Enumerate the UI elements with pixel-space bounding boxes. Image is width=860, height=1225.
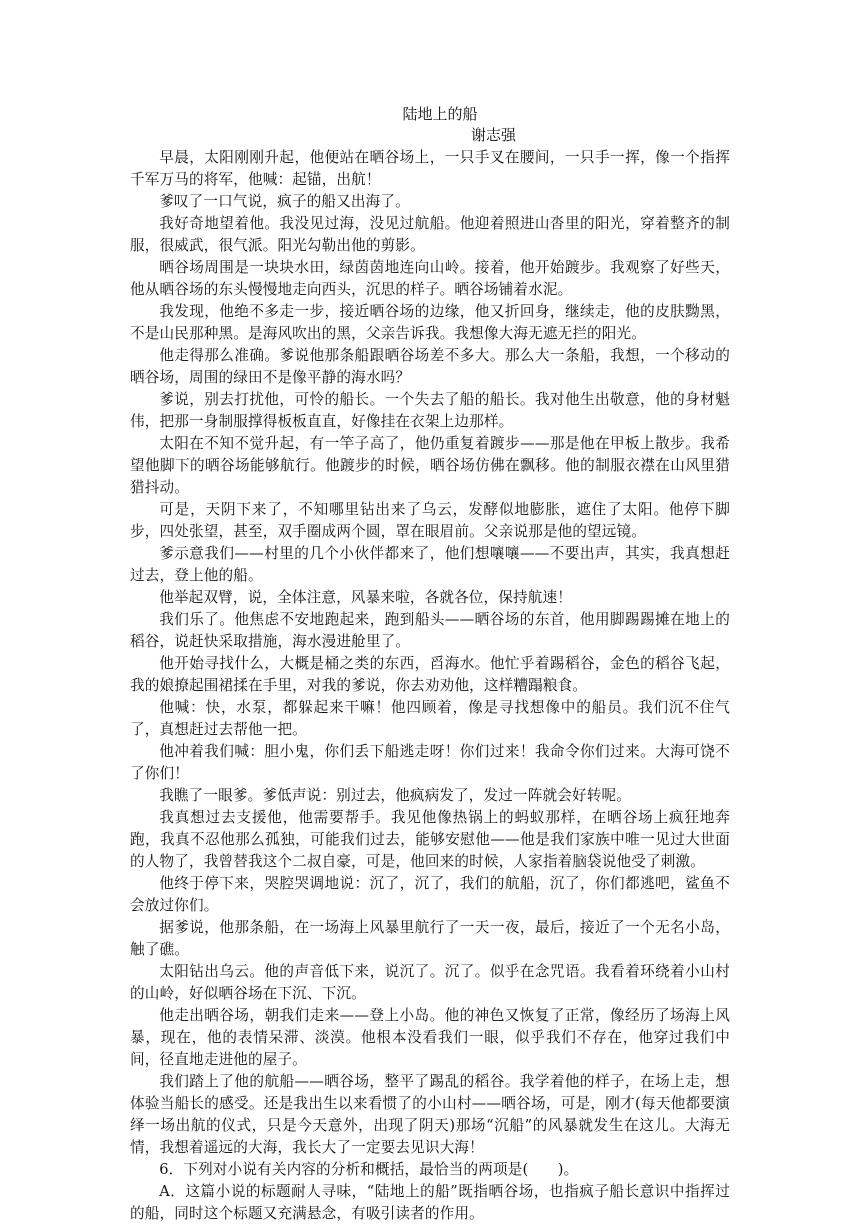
paragraph: 晒谷场周围是一块块水田，绿茵茵地连向山岭。接着，他开始踱步。我观察了好些天，他从晒谷场的东头慢慢地走向西头，沉思的样子。晒谷场铺着水泥。 xyxy=(130,259,730,298)
paragraph: 他冲着我们喊：胆小鬼，你们丢下船逃走呀！你们过来！我命令你们过来。大海可饶不了你们！ xyxy=(130,743,730,782)
paragraph: 我瞧了一眼爹。爹低声说：别过去，他疯病发了，发过一阵就会好转呢。 xyxy=(159,787,631,804)
question-stem: 6．下列对小说有关内容的分析和概括，最恰当的两项是( )。 xyxy=(159,1161,579,1178)
paragraph: 早晨，太阳刚刚升起，他便站在晒谷场上，一只手叉在腰间，一只手一挥，像一个指挥千军万马的将军，他喊：起锚，出航！ xyxy=(130,149,730,188)
story-body xyxy=(130,147,730,1225)
paragraph: 据爹说，他那条船，在一场海上风暴里航行了一天一夜，最后，接近了一个无名小岛，触了礁。 xyxy=(130,919,730,958)
paragraph: 我们乐了。他焦虑不安地跑起来，跑到船头——晒谷场的东首，他用脚踢踢摊在地上的稻谷，说赶快采取措施，海水漫进舱里了。 xyxy=(130,611,730,650)
paragraph: 太阳在不知不觉升起，有一竿子高了，他仍重复着踱步——那是他在甲板上散步。我希望他脚下的晒谷场能够航行。他踱步的时候，晒谷场仿佛在飘移。他的制服衣襟在山风里猎猎抖动。 xyxy=(130,435,730,496)
paragraph: 我们踏上了他的航船——晒谷场，整平了踢乱的稻谷。我学着他的样子，在场上走，想体验当船长的感受。还是我出生以来看惯了的小山村——晒谷场，可是，刚才(每天他都要演绎一场出航的仪式，只是今天意外，出现了阴天)那场“沉船”的风暴就发生在这儿。大海无情，我想着遥远的大海，我长大了一定要去见识大海！ xyxy=(130,1073,730,1156)
paragraph: 爹示意我们——村里的几个小伙伴都来了，他们想嚷嚷——不要出声，其实，我真想赶过去，登上他的船。 xyxy=(130,545,730,584)
document-page xyxy=(130,104,730,1225)
paragraph: 他走得那么准确。爹说他那条船跟晒谷场差不多大。那么大一条船，我想，一个移动的晒谷场，周围的绿田不是像平静的海水吗？ xyxy=(130,347,730,386)
paragraph: 太阳钻出乌云。他的声音低下来，说沉了。沉了。似乎在念咒语。我看着环绕着小山村的山岭，好似晒谷场在下沉、下沉。 xyxy=(130,963,730,1002)
paragraph: 他走出晒谷场，朝我们走来——登上小岛。他的神色又恢复了正常，像经历了场海上风暴，现在，他的表情呆滞、淡漠。他根本没看我们一眼，似乎我们不存在，他穿过我们中间，径直地走进他的屋子。 xyxy=(130,1007,730,1068)
answer-option-a: A．这篇小说的标题耐人寻味，“陆地上的船”既指晒谷场，也指疯子船长意识中指挥过的船，同时这个标题又充满悬念，有吸引读者的作用。 xyxy=(130,1183,730,1222)
paragraph: 我真想过去支援他，他需要帮手。我见他像热锅上的蚂蚁那样，在晒谷场上疯狂地奔跑，我真不忍他那么孤独，可能我们过去，能够安慰他——他是我们家族中唯一见过大世面的人物了，我曾替我这个二叔自豪，可是，他回来的时候，人家指着脑袋说他受了刺激。 xyxy=(130,809,730,870)
paragraph: 爹说，别去打扰他，可怜的船长。一个失去了船的船长。我对他生出敬意，他的身材魁伟，把那一身制服撑得板板直直，好像挂在衣架上边那样。 xyxy=(130,391,730,430)
paragraph: 我发现，他绝不多走一步，接近晒谷场的边缘，他又折回身，继续走，他的皮肤黝黑，不是山民那种黑。是海风吹出的黑，父亲告诉我。我想像大海无遮无拦的阳光。 xyxy=(130,303,730,342)
paragraph: 他终于停下来，哭腔哭调地说：沉了，沉了，我们的航船，沉了，你们都逃吧，鲨鱼不会放过你们。 xyxy=(130,875,730,914)
paragraph: 他开始寻找什么，大概是桶之类的东西，舀海水。他忙乎着踢稻谷，金色的稻谷飞起，我的娘撩起围裙揉在手里，对我的爹说，你去劝劝他，这样糟蹋粮食。 xyxy=(130,655,730,694)
author-name: 谢志强 xyxy=(471,126,517,144)
paragraph: 他喊：快，水泵，都躲起来干嘛！他四顾着，像是寻找想像中的船员。我们沉不住气了，真想赶过去帮他一把。 xyxy=(130,699,730,738)
story-title: 陆地上的船 xyxy=(402,105,478,123)
paragraph: 我好奇地望着他。我没见过海，没见过航船。他迎着照进山沓里的阳光，穿着整齐的制服，很威武，很气派。阳光勾勒出他的剪影。 xyxy=(130,215,730,254)
paragraph: 他举起双臂，说，全体注意，风暴来啦，各就各位，保持航速！ xyxy=(159,589,573,606)
paragraph: 爹叹了一口气说，疯子的船又出海了。 xyxy=(159,193,410,210)
paragraph: 可是，天阴下来了，不知哪里钻出来了乌云，发酵似地膨胀，遮住了太阳。他停下脚步，四处张望，甚至，双手圈成两个圆，罩在眼眉前。父亲说那是他的望远镜。 xyxy=(130,501,730,540)
